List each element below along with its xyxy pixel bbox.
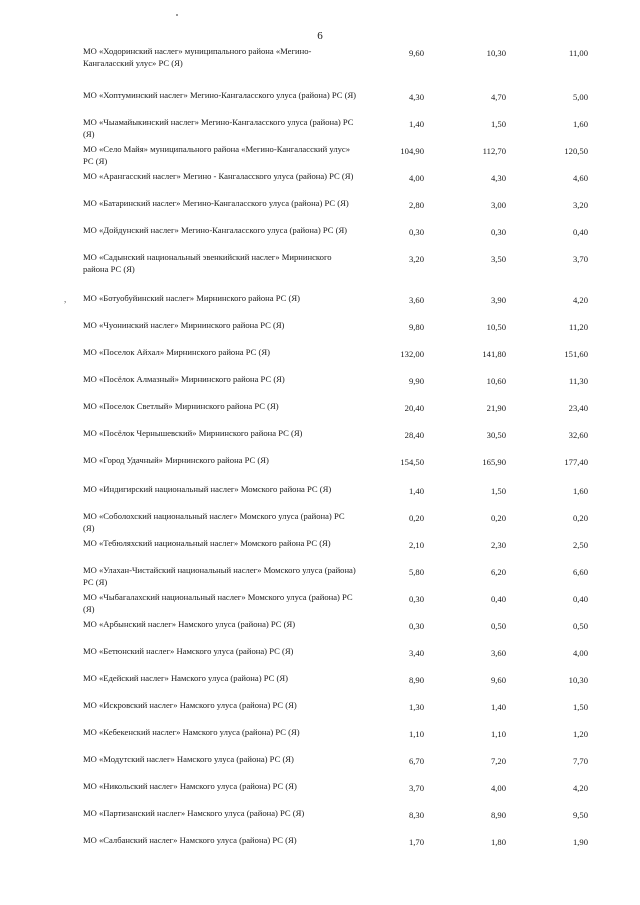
- value-col-1: 2,80: [408, 200, 424, 210]
- value-col-3: 4,20: [572, 783, 588, 793]
- value-col-1: 2,10: [408, 540, 424, 550]
- value-col-2: 0,40: [490, 594, 506, 604]
- stray-pen-mark: ,: [64, 294, 67, 304]
- value-col-3: 0,20: [572, 513, 588, 523]
- value-col-3: 0,40: [572, 594, 588, 604]
- municipality-name: МО «Арбынский наслег» Намского улуса (района) РС (Я): [83, 619, 296, 629]
- value-col-1: 4,30: [408, 92, 424, 102]
- value-col-3: 2,50: [572, 540, 588, 550]
- value-col-3: 10,30: [568, 675, 588, 685]
- municipality-name: МО «Салбанский наслег» Намского улуса (района) РС (Я): [83, 835, 297, 845]
- value-col-1: 0,30: [408, 621, 424, 631]
- value-col-1: 154,50: [400, 457, 424, 467]
- value-col-1: 104,90: [400, 146, 424, 156]
- value-col-2: 141,80: [482, 349, 506, 359]
- value-col-1: 28,40: [404, 430, 424, 440]
- municipality-name: МО «Индигирский национальный наслег» Момского района РС (Я): [83, 484, 332, 494]
- municipality-name: МО «Ходоринский наслег» муниципального района «Мегино-Кангаласский улус» РС (Я): [83, 46, 312, 68]
- page-number: 6: [317, 30, 323, 42]
- value-col-2: 8,90: [490, 810, 506, 820]
- value-col-2: 2,30: [490, 540, 506, 550]
- municipality-name: МО «Батаринский наслег» Мегино-Кангаласского улуса (района) РС (Я): [83, 198, 349, 208]
- municipality-name: МО «Поселок Светлый» Мирнинского района РС (Я): [83, 401, 279, 411]
- value-col-3: 7,70: [572, 756, 588, 766]
- municipality-name: МО «Ботуобуйинский наслег» Мирнинского района РС (Я): [83, 293, 300, 303]
- value-col-2: 9,60: [490, 675, 506, 685]
- value-col-3: 9,50: [572, 810, 588, 820]
- municipality-name: МО «Улахан-Чистайский национальный наслег» Момского улуса (района) РС (Я): [83, 565, 356, 587]
- value-col-1: 0,30: [408, 594, 424, 604]
- municipality-name: МО «Модутский наслег» Намского улуса (района) РС (Я): [83, 754, 294, 764]
- value-col-2: 30,50: [486, 430, 506, 440]
- municipality-name: МО «Искровский наслег» Намского улуса (района) РС (Я): [83, 700, 297, 710]
- value-col-2: 4,30: [490, 173, 506, 183]
- value-col-3: 23,40: [568, 403, 588, 413]
- value-col-1: 3,60: [408, 295, 424, 305]
- value-col-1: 0,20: [408, 513, 424, 523]
- municipality-name: МО «Поселок Айхал» Мирнинского района РС (Я): [83, 347, 270, 357]
- value-col-1: 8,90: [408, 675, 424, 685]
- municipality-name: МО «Кебекенский наслег» Намского улуса (района) РС (Я): [83, 727, 300, 737]
- value-col-3: 0,50: [572, 621, 588, 631]
- value-col-3: 11,00: [568, 48, 588, 58]
- value-col-1: 9,90: [408, 376, 424, 386]
- municipality-name: МО «Чыбагалахский национальный наслег» Момского улуса (района) РС (Я): [83, 592, 353, 614]
- value-col-2: 10,60: [486, 376, 506, 386]
- value-col-3: 11,20: [568, 322, 588, 332]
- value-col-1: 4,00: [408, 173, 424, 183]
- value-col-1: 132,00: [400, 349, 424, 359]
- value-col-1: 20,40: [404, 403, 424, 413]
- municipality-name: МО «Партизанский наслег» Намского улуса (района) РС (Я): [83, 808, 305, 818]
- value-col-2: 3,90: [490, 295, 506, 305]
- value-col-3: 1,90: [572, 837, 588, 847]
- value-col-1: 1,30: [408, 702, 424, 712]
- value-col-3: 4,00: [572, 648, 588, 658]
- value-col-3: 3,70: [572, 254, 588, 264]
- municipality-name: МО «Тебюляхский национальный наслег» Момского района РС (Я): [83, 538, 331, 548]
- value-col-2: 165,90: [482, 457, 506, 467]
- value-col-1: 1,40: [408, 119, 424, 129]
- value-col-2: 0,50: [490, 621, 506, 631]
- municipality-name: МО «Садынский национальный эвенкийский наслег» Мирнинского района РС (Я): [83, 252, 332, 274]
- value-col-1: 9,60: [408, 48, 424, 58]
- value-col-3: 151,60: [564, 349, 588, 359]
- value-col-1: 0,30: [408, 227, 424, 237]
- value-col-2: 1,50: [490, 486, 506, 496]
- value-col-3: 5,00: [572, 92, 588, 102]
- municipality-name: МО «Село Майя» муниципального района «Мегино-Кангаласский улус» РС (Я): [83, 144, 351, 166]
- municipality-name: МО «Чыамайыкинский наслег» Мегино-Кангаласского улуса (района) РС (Я): [83, 117, 354, 139]
- scan-speck: [176, 14, 178, 16]
- value-col-2: 0,20: [490, 513, 506, 523]
- value-col-1: 1,40: [408, 486, 424, 496]
- municipality-name: МО «Едейский наслег» Намского улуса (района) РС (Я): [83, 673, 288, 683]
- value-col-2: 6,20: [490, 567, 506, 577]
- value-col-1: 3,70: [408, 783, 424, 793]
- value-col-3: 0,40: [572, 227, 588, 237]
- value-col-3: 177,40: [564, 457, 588, 467]
- value-col-1: 3,40: [408, 648, 424, 658]
- value-col-1: 1,10: [408, 729, 424, 739]
- municipality-name: МО «Соболохский национальный наслег» Момского улуса (района) РС (Я): [83, 511, 345, 533]
- value-col-2: 10,50: [486, 322, 506, 332]
- value-col-1: 6,70: [408, 756, 424, 766]
- value-col-3: 4,60: [572, 173, 588, 183]
- value-col-3: 1,60: [572, 119, 588, 129]
- municipality-name: МО «Чуонинский наслег» Мирнинского района РС (Я): [83, 320, 285, 330]
- value-col-2: 3,60: [490, 648, 506, 658]
- value-col-3: 32,60: [568, 430, 588, 440]
- municipality-name: МО «Хоптуминский наслег» Мегино-Кангаласского улуса (района) РС (Я): [83, 90, 357, 100]
- municipality-name: МО «Никольский наслег» Намского улуса (района) РС (Я): [83, 781, 297, 791]
- value-col-3: 1,50: [572, 702, 588, 712]
- value-col-1: 9,80: [408, 322, 424, 332]
- value-col-2: 4,70: [490, 92, 506, 102]
- municipality-name: МО «Бетюнский наслег» Намского улуса (района) РС (Я): [83, 646, 294, 656]
- value-col-2: 10,30: [486, 48, 506, 58]
- value-col-3: 6,60: [572, 567, 588, 577]
- municipality-name: МО «Арангасский наслег» Мегино - Кангаласского улуса (района) РС (Я): [83, 171, 354, 181]
- value-col-2: 1,50: [490, 119, 506, 129]
- value-col-1: 8,30: [408, 810, 424, 820]
- municipality-name: МО «Дойдунский наслег» Мегино-Кангаласского улуса (района) РС (Я): [83, 225, 348, 235]
- value-col-2: 112,70: [482, 146, 506, 156]
- value-col-2: 1,40: [490, 702, 506, 712]
- value-col-1: 1,70: [408, 837, 424, 847]
- value-col-3: 120,50: [564, 146, 588, 156]
- value-col-2: 3,00: [490, 200, 506, 210]
- value-col-2: 7,20: [490, 756, 506, 766]
- value-col-2: 21,90: [486, 403, 506, 413]
- value-col-2: 3,50: [490, 254, 506, 264]
- value-col-3: 11,30: [568, 376, 588, 386]
- municipality-name: МО «Посёлок Чернышевский» Мирнинского района РС (Я): [83, 428, 303, 438]
- value-col-3: 4,20: [572, 295, 588, 305]
- value-col-2: 0,30: [490, 227, 506, 237]
- municipality-name: МО «Город Удачный» Мирнинского района РС (Я): [83, 455, 269, 465]
- value-col-2: 1,10: [490, 729, 506, 739]
- value-col-2: 1,80: [490, 837, 506, 847]
- value-col-3: 1,20: [572, 729, 588, 739]
- municipality-name: МО «Посёлок Алмазный» Мирнинского района РС (Я): [83, 374, 285, 384]
- value-col-3: 1,60: [572, 486, 588, 496]
- value-col-2: 4,00: [490, 783, 506, 793]
- value-col-1: 3,20: [408, 254, 424, 264]
- value-col-1: 5,80: [408, 567, 424, 577]
- value-col-3: 3,20: [572, 200, 588, 210]
